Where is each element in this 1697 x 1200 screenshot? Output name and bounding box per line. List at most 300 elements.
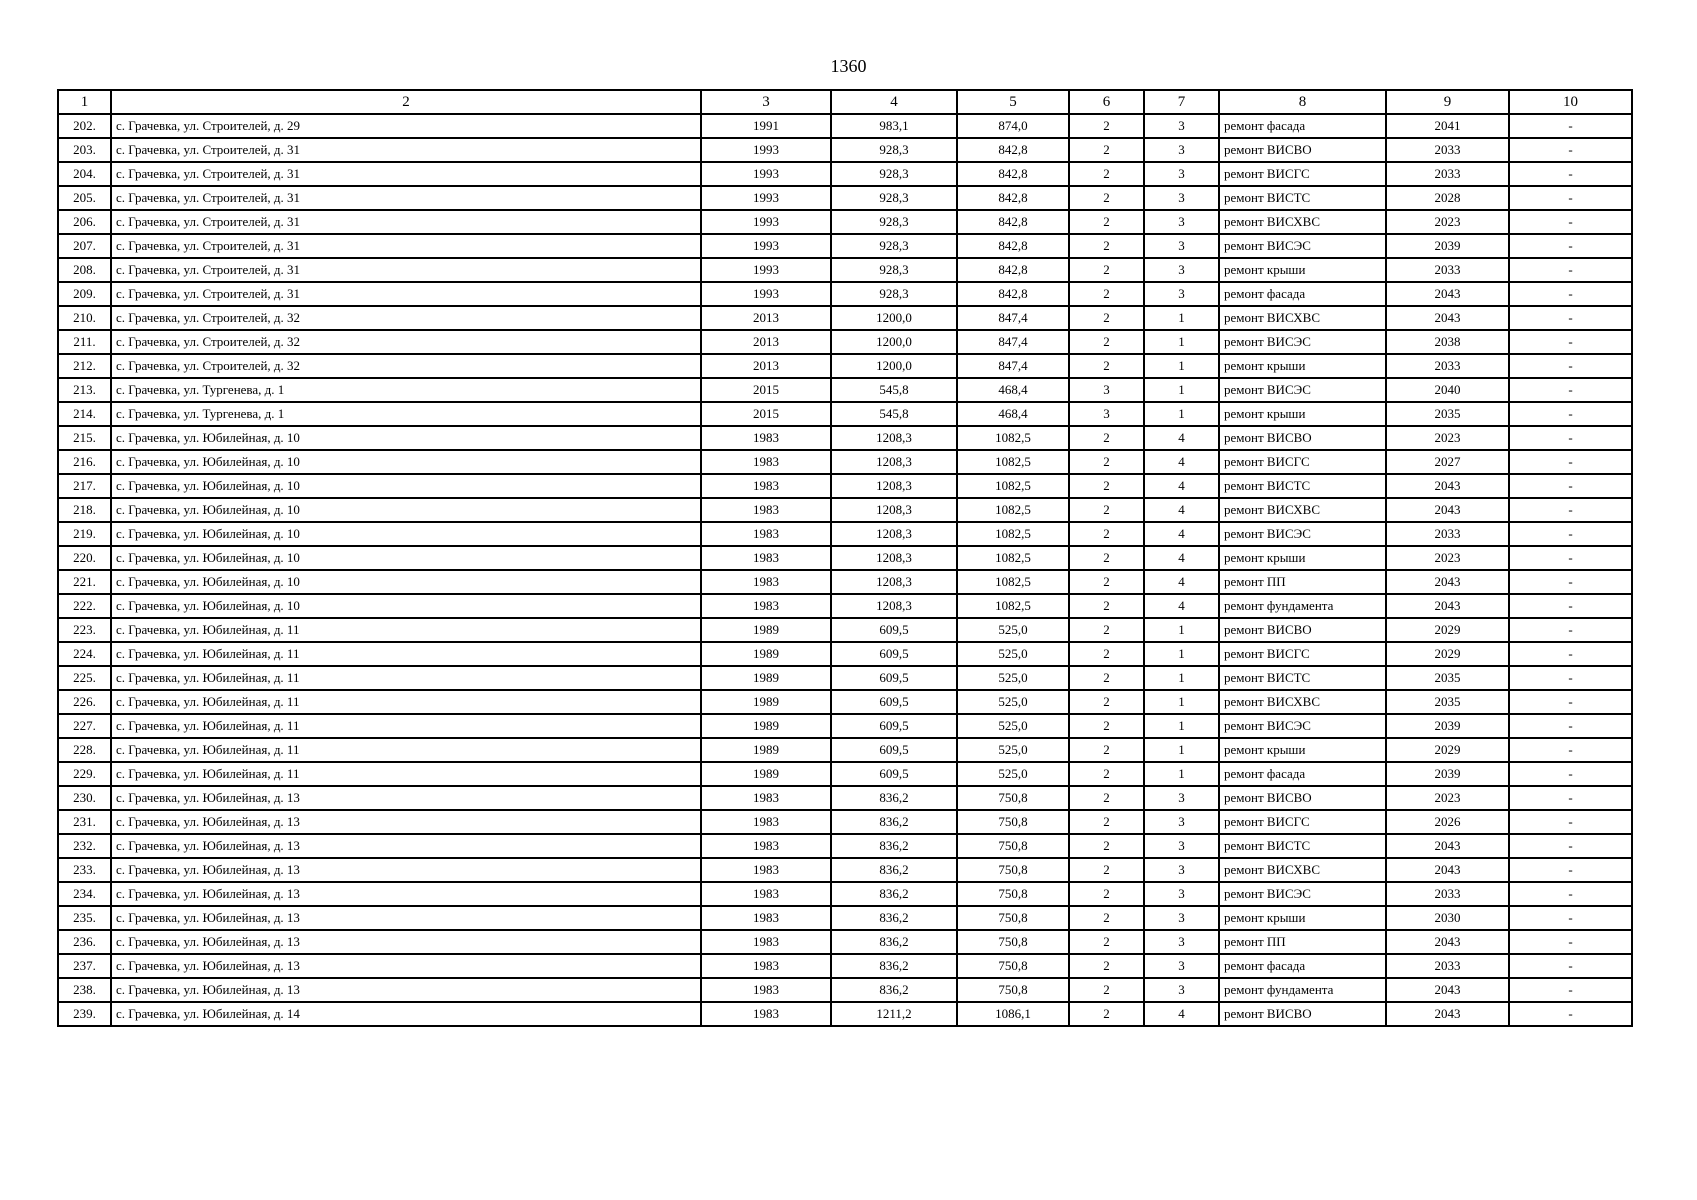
address-cell: с. Грачевка, ул. Строителей, д. 31 <box>111 138 701 162</box>
area-living-cell: 750,8 <box>957 954 1069 978</box>
col-6-cell: 2 <box>1069 570 1144 594</box>
year-planned-cell: 2043 <box>1386 858 1509 882</box>
year-planned-cell: 2043 <box>1386 498 1509 522</box>
year-planned-cell: 2043 <box>1386 570 1509 594</box>
col-7-cell: 3 <box>1144 210 1219 234</box>
col-6-cell: 2 <box>1069 306 1144 330</box>
col-6-cell: 2 <box>1069 234 1144 258</box>
col-6-cell: 2 <box>1069 474 1144 498</box>
area-living-cell: 750,8 <box>957 786 1069 810</box>
year-cell: 1983 <box>701 834 831 858</box>
col-6-cell: 2 <box>1069 354 1144 378</box>
col-7-cell: 4 <box>1144 594 1219 618</box>
address-cell: с. Грачевка, ул. Юбилейная, д. 11 <box>111 618 701 642</box>
area-total-cell: 609,5 <box>831 762 957 786</box>
table-row <box>58 138 1632 162</box>
col-7-cell: 4 <box>1144 450 1219 474</box>
work-type-cell: ремонт ВИСГС <box>1219 162 1386 186</box>
work-type-cell: ремонт ВИСГС <box>1219 810 1386 834</box>
col-7-cell: 1 <box>1144 642 1219 666</box>
work-type-cell: ремонт ВИСТС <box>1219 474 1386 498</box>
col-6-cell: 2 <box>1069 546 1144 570</box>
col-7-cell: 3 <box>1144 834 1219 858</box>
work-type-cell: ремонт ВИСХВС <box>1219 210 1386 234</box>
address-cell: с. Грачевка, ул. Строителей, д. 31 <box>111 234 701 258</box>
col-6-cell: 2 <box>1069 186 1144 210</box>
col-10-cell: - <box>1509 1002 1632 1026</box>
col-7-cell: 1 <box>1144 330 1219 354</box>
row-number: 207. <box>58 234 111 258</box>
year-cell: 1983 <box>701 882 831 906</box>
area-total-cell: 928,3 <box>831 210 957 234</box>
area-total-cell: 1208,3 <box>831 426 957 450</box>
work-type-cell: ремонт ПП <box>1219 570 1386 594</box>
col-7-cell: 3 <box>1144 906 1219 930</box>
col-10-cell: - <box>1509 258 1632 282</box>
area-total-cell: 928,3 <box>831 186 957 210</box>
col-10-cell: - <box>1509 810 1632 834</box>
area-total-cell: 609,5 <box>831 642 957 666</box>
row-number: 214. <box>58 402 111 426</box>
col-6-cell: 2 <box>1069 258 1144 282</box>
work-type-cell: ремонт ВИСЭС <box>1219 378 1386 402</box>
row-number: 228. <box>58 738 111 762</box>
row-number: 229. <box>58 762 111 786</box>
col-6-cell: 2 <box>1069 594 1144 618</box>
year-planned-cell: 2029 <box>1386 642 1509 666</box>
row-number: 210. <box>58 306 111 330</box>
table-row <box>58 834 1632 858</box>
table-row <box>58 810 1632 834</box>
work-type-cell: ремонт фундамента <box>1219 978 1386 1002</box>
year-cell: 1983 <box>701 858 831 882</box>
area-living-cell: 842,8 <box>957 162 1069 186</box>
address-cell: с. Грачевка, ул. Строителей, д. 32 <box>111 354 701 378</box>
year-cell: 1989 <box>701 738 831 762</box>
address-cell: с. Грачевка, ул. Юбилейная, д. 10 <box>111 594 701 618</box>
area-living-cell: 525,0 <box>957 738 1069 762</box>
row-number: 238. <box>58 978 111 1002</box>
year-planned-cell: 2030 <box>1386 906 1509 930</box>
row-number: 217. <box>58 474 111 498</box>
work-type-cell: ремонт ВИСХВС <box>1219 498 1386 522</box>
year-cell: 1983 <box>701 450 831 474</box>
address-cell: с. Грачевка, ул. Юбилейная, д. 10 <box>111 570 701 594</box>
area-living-cell: 847,4 <box>957 306 1069 330</box>
col-7-cell: 3 <box>1144 186 1219 210</box>
year-cell: 1983 <box>701 954 831 978</box>
work-type-cell: ремонт ВИСВО <box>1219 1002 1386 1026</box>
col-7-cell: 1 <box>1144 354 1219 378</box>
year-planned-cell: 2039 <box>1386 234 1509 258</box>
address-cell: с. Грачевка, ул. Юбилейная, д. 10 <box>111 474 701 498</box>
page-number: 1360 <box>830 56 867 76</box>
area-total-cell: 545,8 <box>831 402 957 426</box>
area-living-cell: 750,8 <box>957 930 1069 954</box>
row-number: 219. <box>58 522 111 546</box>
row-number: 209. <box>58 282 111 306</box>
year-planned-cell: 2043 <box>1386 978 1509 1002</box>
year-planned-cell: 2023 <box>1386 786 1509 810</box>
col-10-cell: - <box>1509 834 1632 858</box>
col-6-cell: 2 <box>1069 330 1144 354</box>
col-7-cell: 1 <box>1144 714 1219 738</box>
col-6-cell: 2 <box>1069 930 1144 954</box>
col-6-cell: 2 <box>1069 954 1144 978</box>
col-7-cell: 3 <box>1144 114 1219 138</box>
table-row <box>58 546 1632 570</box>
table-row <box>58 882 1632 906</box>
year-planned-cell: 2033 <box>1386 522 1509 546</box>
work-type-cell: ремонт ВИСЭС <box>1219 882 1386 906</box>
col-10-cell: - <box>1509 762 1632 786</box>
area-living-cell: 525,0 <box>957 714 1069 738</box>
work-type-cell: ремонт фундамента <box>1219 594 1386 618</box>
year-cell: 1989 <box>701 642 831 666</box>
col-10-cell: - <box>1509 618 1632 642</box>
column-header: 5 <box>957 90 1069 114</box>
area-total-cell: 983,1 <box>831 114 957 138</box>
row-number: 205. <box>58 186 111 210</box>
row-number: 224. <box>58 642 111 666</box>
area-total-cell: 1200,0 <box>831 306 957 330</box>
address-cell: с. Грачевка, ул. Юбилейная, д. 13 <box>111 954 701 978</box>
work-type-cell: ремонт ВИСТС <box>1219 834 1386 858</box>
year-planned-cell: 2033 <box>1386 162 1509 186</box>
year-planned-cell: 2039 <box>1386 714 1509 738</box>
work-type-cell: ремонт ВИСЭС <box>1219 714 1386 738</box>
year-cell: 2015 <box>701 402 831 426</box>
col-10-cell: - <box>1509 234 1632 258</box>
area-total-cell: 836,2 <box>831 858 957 882</box>
area-living-cell: 1082,5 <box>957 498 1069 522</box>
col-6-cell: 2 <box>1069 786 1144 810</box>
year-cell: 1983 <box>701 810 831 834</box>
year-cell: 1989 <box>701 618 831 642</box>
area-total-cell: 1208,3 <box>831 498 957 522</box>
table-body <box>58 114 1632 1026</box>
col-10-cell: - <box>1509 666 1632 690</box>
col-7-cell: 3 <box>1144 162 1219 186</box>
col-10-cell: - <box>1509 882 1632 906</box>
area-living-cell: 750,8 <box>957 810 1069 834</box>
col-7-cell: 3 <box>1144 858 1219 882</box>
table-row <box>58 1002 1632 1026</box>
table-row <box>58 618 1632 642</box>
col-7-cell: 4 <box>1144 474 1219 498</box>
area-living-cell: 468,4 <box>957 402 1069 426</box>
col-10-cell: - <box>1509 954 1632 978</box>
row-number: 216. <box>58 450 111 474</box>
address-cell: с. Грачевка, ул. Юбилейная, д. 13 <box>111 930 701 954</box>
year-cell: 1983 <box>701 594 831 618</box>
col-6-cell: 2 <box>1069 618 1144 642</box>
year-planned-cell: 2029 <box>1386 738 1509 762</box>
col-6-cell: 2 <box>1069 114 1144 138</box>
address-cell: с. Грачевка, ул. Строителей, д. 32 <box>111 330 701 354</box>
year-cell: 1989 <box>701 714 831 738</box>
table-row <box>58 426 1632 450</box>
address-cell: с. Грачевка, ул. Юбилейная, д. 11 <box>111 738 701 762</box>
table-row <box>58 738 1632 762</box>
col-10-cell: - <box>1509 378 1632 402</box>
row-number: 203. <box>58 138 111 162</box>
year-planned-cell: 2043 <box>1386 930 1509 954</box>
col-7-cell: 4 <box>1144 522 1219 546</box>
row-number: 239. <box>58 1002 111 1026</box>
address-cell: с. Грачевка, ул. Юбилейная, д. 14 <box>111 1002 701 1026</box>
area-total-cell: 928,3 <box>831 234 957 258</box>
table-row <box>58 354 1632 378</box>
year-cell: 1983 <box>701 498 831 522</box>
year-cell: 1983 <box>701 474 831 498</box>
col-10-cell: - <box>1509 474 1632 498</box>
area-total-cell: 1208,3 <box>831 570 957 594</box>
year-cell: 1993 <box>701 210 831 234</box>
col-6-cell: 2 <box>1069 906 1144 930</box>
col-6-cell: 2 <box>1069 1002 1144 1026</box>
address-cell: с. Грачевка, ул. Юбилейная, д. 11 <box>111 762 701 786</box>
area-total-cell: 1208,3 <box>831 450 957 474</box>
table-row <box>58 858 1632 882</box>
row-number: 236. <box>58 930 111 954</box>
year-cell: 1983 <box>701 1002 831 1026</box>
col-10-cell: - <box>1509 786 1632 810</box>
work-type-cell: ремонт ВИСЭС <box>1219 330 1386 354</box>
col-10-cell: - <box>1509 642 1632 666</box>
year-planned-cell: 2035 <box>1386 402 1509 426</box>
area-total-cell: 1208,3 <box>831 522 957 546</box>
work-type-cell: ремонт фасада <box>1219 114 1386 138</box>
address-cell: с. Грачевка, ул. Юбилейная, д. 11 <box>111 714 701 738</box>
col-7-cell: 4 <box>1144 498 1219 522</box>
work-type-cell: ремонт ВИСХВС <box>1219 306 1386 330</box>
table-row <box>58 114 1632 138</box>
row-number: 234. <box>58 882 111 906</box>
area-total-cell: 545,8 <box>831 378 957 402</box>
column-header: 7 <box>1144 90 1219 114</box>
work-type-cell: ремонт ВИСХВС <box>1219 690 1386 714</box>
col-10-cell: - <box>1509 186 1632 210</box>
col-10-cell: - <box>1509 522 1632 546</box>
col-7-cell: 3 <box>1144 978 1219 1002</box>
year-cell: 1983 <box>701 786 831 810</box>
table-row <box>58 258 1632 282</box>
address-cell: с. Грачевка, ул. Юбилейная, д. 13 <box>111 906 701 930</box>
area-living-cell: 750,8 <box>957 858 1069 882</box>
table-row <box>58 306 1632 330</box>
year-planned-cell: 2035 <box>1386 690 1509 714</box>
col-6-cell: 2 <box>1069 834 1144 858</box>
year-cell: 1991 <box>701 114 831 138</box>
year-cell: 1983 <box>701 930 831 954</box>
col-7-cell: 3 <box>1144 882 1219 906</box>
col-6-cell: 2 <box>1069 426 1144 450</box>
row-number: 232. <box>58 834 111 858</box>
area-living-cell: 468,4 <box>957 378 1069 402</box>
row-number: 222. <box>58 594 111 618</box>
address-cell: с. Грачевка, ул. Юбилейная, д. 13 <box>111 978 701 1002</box>
area-living-cell: 847,4 <box>957 354 1069 378</box>
area-total-cell: 836,2 <box>831 834 957 858</box>
address-cell: с. Грачевка, ул. Строителей, д. 29 <box>111 114 701 138</box>
year-cell: 1983 <box>701 522 831 546</box>
address-cell: с. Грачевка, ул. Юбилейная, д. 13 <box>111 882 701 906</box>
address-cell: с. Грачевка, ул. Юбилейная, д. 10 <box>111 426 701 450</box>
year-cell: 1993 <box>701 234 831 258</box>
year-cell: 1983 <box>701 978 831 1002</box>
work-type-cell: ремонт крыши <box>1219 354 1386 378</box>
row-number: 215. <box>58 426 111 450</box>
col-6-cell: 2 <box>1069 978 1144 1002</box>
area-total-cell: 1208,3 <box>831 474 957 498</box>
year-planned-cell: 2039 <box>1386 762 1509 786</box>
area-living-cell: 874,0 <box>957 114 1069 138</box>
col-10-cell: - <box>1509 858 1632 882</box>
area-total-cell: 609,5 <box>831 618 957 642</box>
year-cell: 1983 <box>701 426 831 450</box>
work-type-cell: ремонт ВИСТС <box>1219 666 1386 690</box>
row-number: 227. <box>58 714 111 738</box>
year-planned-cell: 2043 <box>1386 834 1509 858</box>
area-total-cell: 1208,3 <box>831 546 957 570</box>
table-row <box>58 282 1632 306</box>
column-header: 1 <box>58 90 111 114</box>
col-10-cell: - <box>1509 426 1632 450</box>
work-type-cell: ремонт ВИСГС <box>1219 450 1386 474</box>
area-total-cell: 609,5 <box>831 714 957 738</box>
col-10-cell: - <box>1509 930 1632 954</box>
address-cell: с. Грачевка, ул. Юбилейная, д. 13 <box>111 810 701 834</box>
area-living-cell: 1082,5 <box>957 546 1069 570</box>
year-planned-cell: 2038 <box>1386 330 1509 354</box>
table-row <box>58 642 1632 666</box>
area-total-cell: 836,2 <box>831 978 957 1002</box>
address-cell: с. Грачевка, ул. Строителей, д. 31 <box>111 258 701 282</box>
year-planned-cell: 2029 <box>1386 618 1509 642</box>
area-living-cell: 525,0 <box>957 690 1069 714</box>
table-row <box>58 954 1632 978</box>
address-cell: с. Грачевка, ул. Строителей, д. 31 <box>111 210 701 234</box>
col-6-cell: 2 <box>1069 762 1144 786</box>
work-type-cell: ремонт крыши <box>1219 402 1386 426</box>
year-planned-cell: 2043 <box>1386 1002 1509 1026</box>
area-living-cell: 525,0 <box>957 642 1069 666</box>
area-total-cell: 836,2 <box>831 930 957 954</box>
table-row <box>58 378 1632 402</box>
year-cell: 1993 <box>701 138 831 162</box>
area-living-cell: 842,8 <box>957 138 1069 162</box>
col-7-cell: 1 <box>1144 618 1219 642</box>
address-cell: с. Грачевка, ул. Юбилейная, д. 10 <box>111 546 701 570</box>
col-6-cell: 2 <box>1069 738 1144 762</box>
year-planned-cell: 2028 <box>1386 186 1509 210</box>
col-6-cell: 2 <box>1069 138 1144 162</box>
year-cell: 2013 <box>701 354 831 378</box>
col-10-cell: - <box>1509 906 1632 930</box>
row-number: 204. <box>58 162 111 186</box>
col-10-cell: - <box>1509 114 1632 138</box>
col-10-cell: - <box>1509 498 1632 522</box>
year-planned-cell: 2033 <box>1386 258 1509 282</box>
year-cell: 2013 <box>701 306 831 330</box>
work-type-cell: ремонт ВИСГС <box>1219 642 1386 666</box>
year-planned-cell: 2026 <box>1386 810 1509 834</box>
col-10-cell: - <box>1509 210 1632 234</box>
row-number: 211. <box>58 330 111 354</box>
row-number: 233. <box>58 858 111 882</box>
address-cell: с. Грачевка, ул. Юбилейная, д. 10 <box>111 450 701 474</box>
col-6-cell: 2 <box>1069 162 1144 186</box>
year-cell: 1993 <box>701 258 831 282</box>
row-number: 212. <box>58 354 111 378</box>
area-living-cell: 750,8 <box>957 882 1069 906</box>
row-number: 230. <box>58 786 111 810</box>
area-living-cell: 842,8 <box>957 186 1069 210</box>
col-7-cell: 4 <box>1144 1002 1219 1026</box>
table-row <box>58 714 1632 738</box>
area-total-cell: 836,2 <box>831 906 957 930</box>
area-living-cell: 1086,1 <box>957 1002 1069 1026</box>
column-header: 6 <box>1069 90 1144 114</box>
col-6-cell: 2 <box>1069 522 1144 546</box>
work-type-cell: ремонт ПП <box>1219 930 1386 954</box>
area-living-cell: 1082,5 <box>957 450 1069 474</box>
table-row <box>58 930 1632 954</box>
area-total-cell: 928,3 <box>831 138 957 162</box>
col-10-cell: - <box>1509 690 1632 714</box>
col-7-cell: 3 <box>1144 138 1219 162</box>
work-type-cell: ремонт ВИСВО <box>1219 138 1386 162</box>
col-6-cell: 2 <box>1069 210 1144 234</box>
year-cell: 1993 <box>701 282 831 306</box>
col-6-cell: 3 <box>1069 378 1144 402</box>
area-total-cell: 836,2 <box>831 786 957 810</box>
year-cell: 1993 <box>701 186 831 210</box>
table-row <box>58 450 1632 474</box>
area-living-cell: 750,8 <box>957 906 1069 930</box>
row-number: 206. <box>58 210 111 234</box>
area-living-cell: 750,8 <box>957 978 1069 1002</box>
address-cell: с. Грачевка, ул. Строителей, д. 31 <box>111 186 701 210</box>
year-planned-cell: 2023 <box>1386 426 1509 450</box>
col-7-cell: 1 <box>1144 666 1219 690</box>
area-living-cell: 525,0 <box>957 618 1069 642</box>
row-number: 226. <box>58 690 111 714</box>
row-number: 208. <box>58 258 111 282</box>
row-number: 225. <box>58 666 111 690</box>
col-7-cell: 1 <box>1144 378 1219 402</box>
col-10-cell: - <box>1509 570 1632 594</box>
col-6-cell: 2 <box>1069 282 1144 306</box>
address-cell: с. Грачевка, ул. Юбилейная, д. 13 <box>111 858 701 882</box>
table-row <box>58 666 1632 690</box>
address-cell: с. Грачевка, ул. Строителей, д. 32 <box>111 306 701 330</box>
year-planned-cell: 2027 <box>1386 450 1509 474</box>
work-type-cell: ремонт ВИСЭС <box>1219 522 1386 546</box>
address-cell: с. Грачевка, ул. Строителей, д. 31 <box>111 282 701 306</box>
col-10-cell: - <box>1509 330 1632 354</box>
work-type-cell: ремонт крыши <box>1219 906 1386 930</box>
work-type-cell: ремонт ВИСХВС <box>1219 858 1386 882</box>
column-header: 4 <box>831 90 957 114</box>
col-6-cell: 2 <box>1069 642 1144 666</box>
col-10-cell: - <box>1509 138 1632 162</box>
col-7-cell: 4 <box>1144 426 1219 450</box>
col-7-cell: 3 <box>1144 810 1219 834</box>
area-total-cell: 1200,0 <box>831 330 957 354</box>
area-total-cell: 1200,0 <box>831 354 957 378</box>
